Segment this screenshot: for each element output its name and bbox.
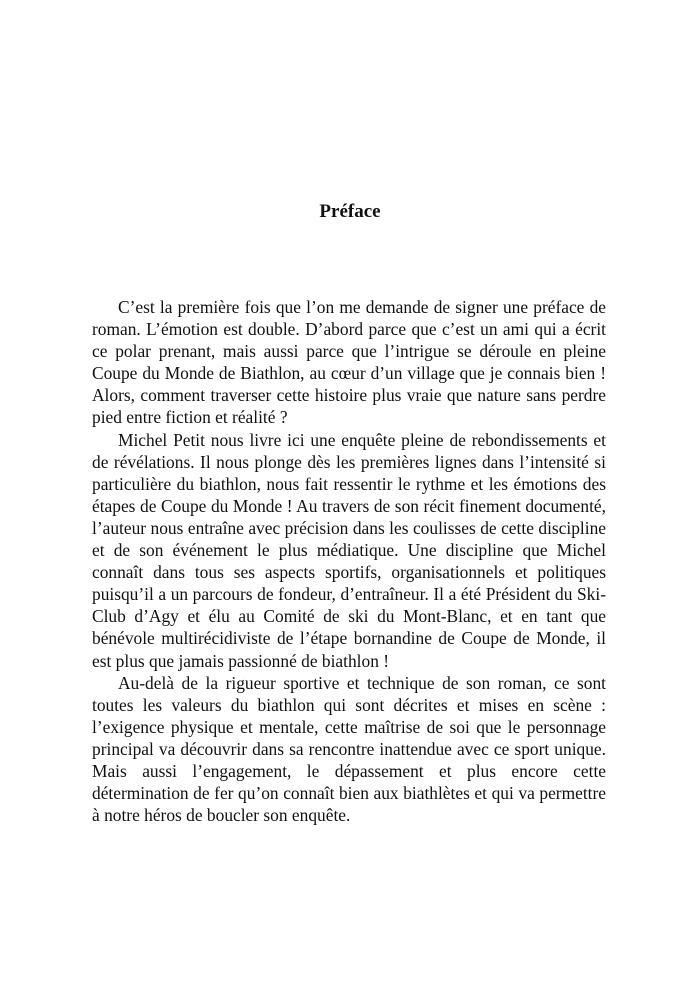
- preface-body: [92, 296, 606, 826]
- paragraph-3: Au-delà de la rigueur sportive et technique de son roman, ce sont toutes les valeurs du biathlon qui sont décrites et mises en scène : l’exigence physique et mentale, cette maîtrise de soi que le personnage principal va découvrir dans sa rencontre inattendue avec ce sport unique. Mais aussi l’engagement, le dépassement et plus encore cette détermination de fer qu’on connaît bien aux biathlètes et qui va permettre à notre héros de boucler son enquête.: [92, 672, 606, 826]
- page-title: Préface: [319, 201, 381, 222]
- paragraph-1: C’est la première fois que l’on me demande de signer une préface de roman. L’émotion est double. D’abord parce que c’est un ami qui a écrit ce polar prenant, mais aussi parce que l’intrigue se déroule en pleine Coupe du Monde de Biathlon, au cœur d’un village que je connais bien ! Alors, comment traverser cette histoire plus vraie que nature sans perdre pied entre fiction et réalité ?: [92, 297, 606, 428]
- paragraph-2: Michel Petit nous livre ici une enquête pleine de rebondissements et de révélations. Il nous plonge dès les premières lignes dans l’intensité si particulière du biathlon, nous fait ressentir le rythme et les émotions des étapes de Coupe du Monde ! Au travers de son récit finement documenté, l’auteur nous entraîne avec précision dans les coulisses de cette discipline et de son événement le plus médiatique. Une discipline que Michel connaît dans tous ses aspects sportifs, organisationnels et politiques puisqu’il a un parcours de fondeur, d’entraîneur. Il a été Président du Ski-Club d’Agy et élu au Comité de ski du Mont-Blanc, et en tant que bénévole multirécidiviste de l’étape bornandine de Coupe de Monde, il est plus que jamais passionné de biathlon !: [92, 429, 606, 671]
